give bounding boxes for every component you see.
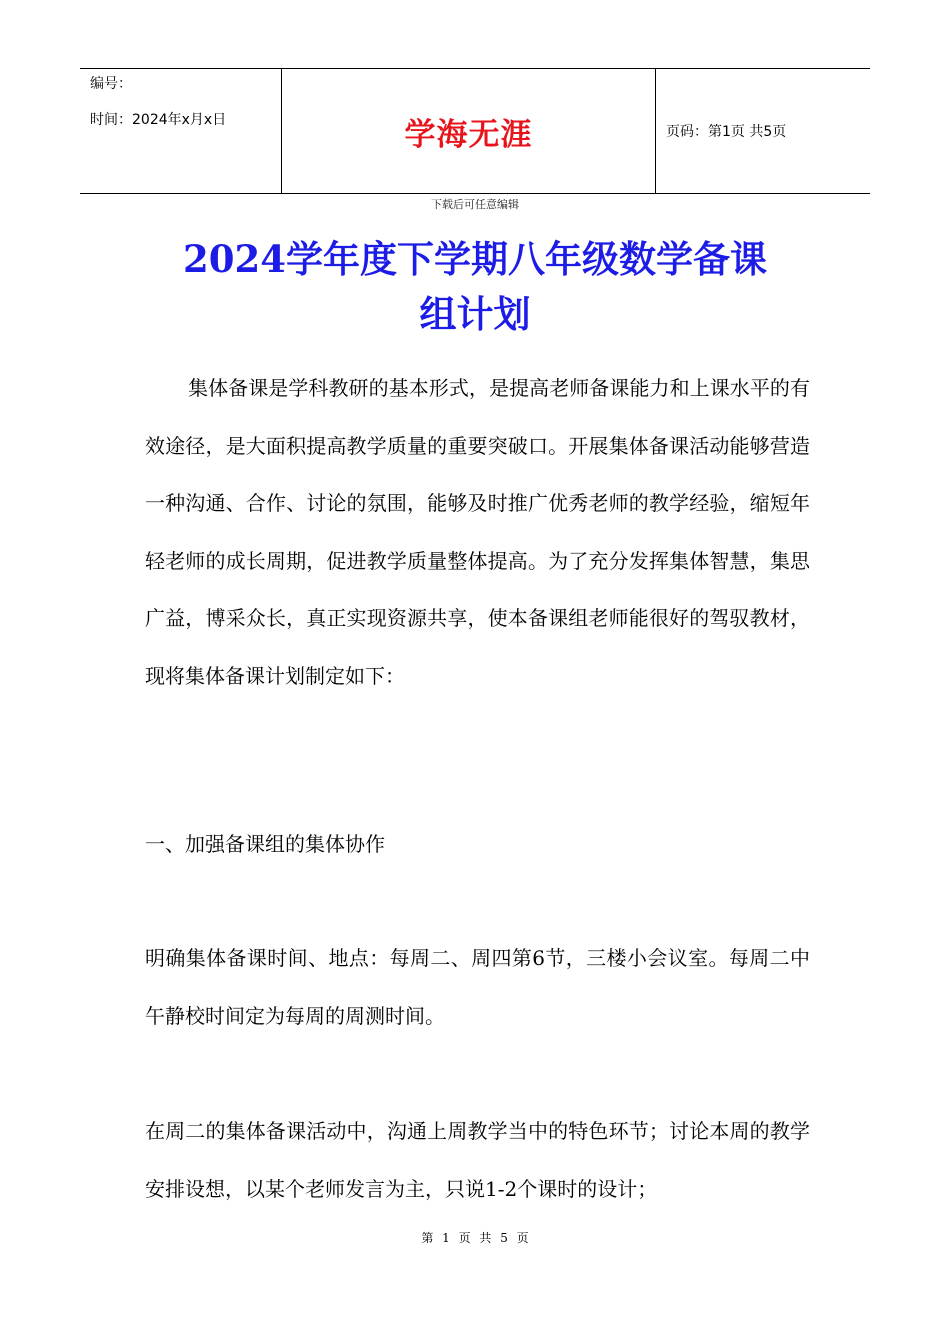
intro-paragraph: 集体备课是学科教研的基本形式，是提高老师备课能力和上课水平的有效途径，是大面积提高教学质量的重要突破口。开展集体备课活动能够营造一种沟通、合作、讨论的氛围，能够及时推广优秀老师的教学经验，缩短年轻老师的成长周期，促进教学质量整体提高。为了充分发挥集体智慧，集思广益，博采众长，真正实现资源共享，使本备课组老师能很好的驾驭教材，现将集体备课计划制定如下： bbox=[145, 376, 810, 688]
title-line-2: 组计划 bbox=[419, 292, 531, 336]
header-info-cell bbox=[80, 69, 282, 193]
document-title bbox=[140, 232, 810, 342]
title-line-1: 2024学年度下学期八年级数学备课 bbox=[183, 237, 767, 281]
brand-title: 学海无涯 bbox=[404, 116, 533, 153]
document-time-label: 时间：2024年x月x日 bbox=[90, 112, 227, 128]
intro-block bbox=[145, 360, 810, 705]
time-place-paragraph: 明确集体备课时间、地点：每周二、周四第6节，三楼小会议室。每周二中午静校时间定为每周的周测时间。 bbox=[145, 946, 810, 1028]
header-brand-cell bbox=[282, 69, 656, 193]
tuesday-activity-paragraph: 在周二的集体备课活动中，沟通上周教学当中的特色环节；讨论本周的教学安排设想，以某个老师发言为主，只说1-2个课时的设计； bbox=[145, 1119, 810, 1201]
section-1-heading: 一、加强备课组的集体协作 bbox=[145, 832, 385, 856]
section-1-block bbox=[145, 816, 810, 874]
document-number-label: 编号： bbox=[90, 76, 132, 92]
page-footer: 第 1 页 共 5 页 bbox=[421, 1231, 529, 1245]
time-place-block bbox=[145, 930, 810, 1045]
tuesday-block bbox=[145, 1103, 810, 1218]
document-header-table bbox=[80, 68, 870, 194]
header-page-cell bbox=[656, 69, 870, 193]
editable-note: 下载后可任意编辑 bbox=[431, 198, 519, 211]
page-count-label: 页码：第1页 共5页 bbox=[666, 124, 787, 140]
